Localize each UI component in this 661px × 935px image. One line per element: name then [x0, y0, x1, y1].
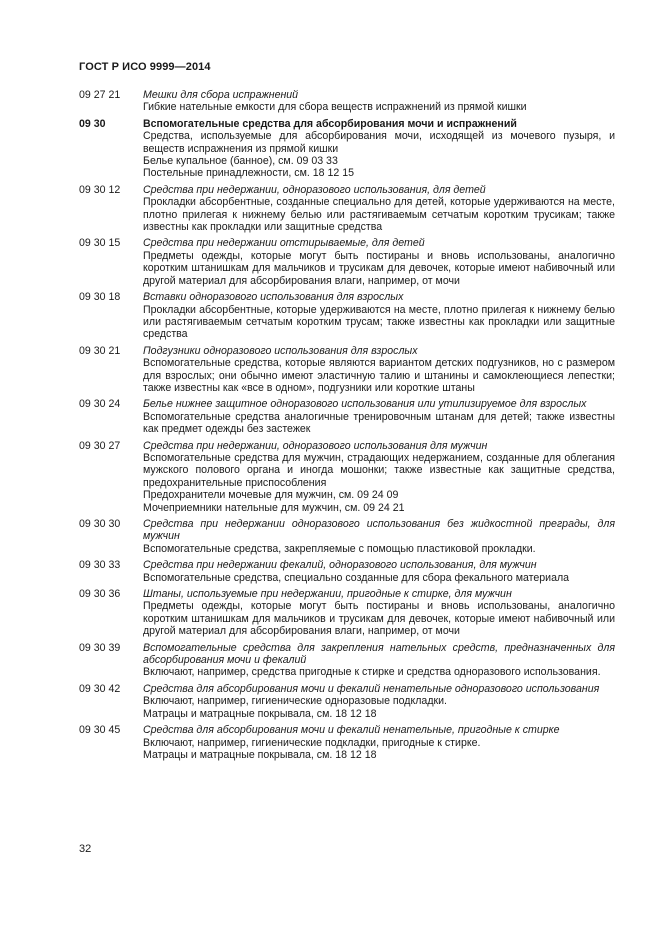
entry-title: Средства при недержании отстирываемые, для детей — [143, 237, 425, 250]
entry-description: Прокладки абсорбентные, которые удерживаются на месте, плотно прилегая к нижнему белью или растягиваемым сетчатым коротким трусам; также известны как прокладки или защитные средства — [143, 303, 615, 341]
list-item — [79, 518, 615, 555]
list-item — [79, 724, 615, 761]
entry-code: 09 30 27 — [79, 439, 121, 452]
list-item — [79, 118, 615, 180]
entry-description: Предметы одежды, которые могут быть постираны и вновь использованы, аналогично коротким штанишкам для мальчиков и трусикам для девочек, которые имеют набивочный или другой материал для абсорбирования влаги, например, от мочи — [143, 600, 615, 638]
list-item — [79, 398, 615, 435]
entry-title: Вспомогательные средства для закрепления нательных средств, предназначенных для абсорбирования мочи и фекалий — [143, 641, 615, 667]
entry-title: Вспомогательные средства для абсорбирования мочи и испражнений — [143, 117, 517, 130]
entry-title: Вставки одноразового использования для взрослых — [143, 291, 404, 304]
entry-description: Вспомогательные средства, которые являются вариантом детских подгузников, но с размером для взрослых; они обычно имеют эластичную талию и штанины и самоклеющиеся лепестки; также известны как «все в одном», подгузники или короткие штаны — [143, 357, 615, 394]
list-item — [79, 642, 615, 679]
list-item — [79, 184, 615, 234]
entry-reference: Матрацы и матрацные покрывала, см. 18 12 18 — [143, 707, 377, 720]
classification-list — [79, 89, 615, 765]
entry-description: Предметы одежды, которые могут быть постираны и вновь использованы, аналогично коротким штанишкам для мальчиков и трусикам для девочек, которые имеют набивочный или другой материал для абсорбирования влаги, например, от мочи — [143, 249, 615, 287]
list-item — [79, 345, 615, 395]
entry-title: Белье нижнее защитное одноразового использования или утилизируемое для взрослых — [143, 398, 587, 411]
entry-code: 09 30 39 — [79, 641, 121, 654]
list-item — [79, 89, 615, 114]
page-number: 32 — [79, 843, 92, 855]
entry-title: Средства при недержании, одноразового использования, для детей — [143, 183, 486, 196]
list-item — [79, 237, 615, 287]
entry-code: 09 30 36 — [79, 588, 121, 601]
entry-reference: Постельные принадлежности, см. 18 12 15 — [143, 167, 354, 180]
entry-code: 09 30 15 — [79, 237, 121, 250]
entry-reference: Матрацы и матрацные покрывала, см. 18 12 18 — [143, 748, 377, 761]
entry-code: 09 30 24 — [79, 398, 121, 411]
entry-reference: Предохранители мочевые для мужчин, см. 09 24 09 — [143, 489, 399, 502]
entry-description: Вспомогательные средства для мужчин, страдающих недержанием, созданные для облегания мужского полового органа и иногда мошонки; также известные как защитные средства, предохранительные приспособления — [143, 451, 615, 489]
entry-reference: Мочеприемники нательные для мужчин, см. 09 24 21 — [143, 501, 405, 514]
entry-title: Штаны, используемые при недержании, пригодные к стирке, для мужчин — [143, 588, 512, 601]
entry-code: 09 30 42 — [79, 682, 121, 695]
list-item — [79, 588, 615, 638]
list-item — [79, 291, 615, 341]
entry-title: Средства для абсорбирования мочи и фекалий ненательные, пригодные к стирке — [143, 724, 560, 737]
entry-title: Средства при недержании фекалий, одноразового использования, для мужчин — [143, 559, 537, 572]
entry-code: 09 30 33 — [79, 559, 121, 572]
entry-code: 09 30 21 — [79, 344, 121, 357]
entry-code: 09 30 45 — [79, 724, 121, 737]
list-item — [79, 440, 615, 514]
entry-description: Включают, например, гигиенические подкладки, пригодные к стирке. — [143, 736, 481, 749]
entry-title: Средства для абсорбирования мочи и фекалий ненательные одноразового использования — [143, 682, 600, 695]
document-header: ГОСТ Р ИСО 9999—2014 — [79, 61, 211, 73]
list-item — [79, 559, 615, 584]
entry-description: Включают, например, гигиенические одноразовые подкладки. — [143, 695, 447, 708]
entry-description: Включают, например, средства пригодные к стирке и средства одноразового использования. — [143, 666, 601, 679]
entry-description: Средства, используемые для абсорбирования мочи, исходящей из мочевого пузыря, и веществ испражнения из прямой кишки — [143, 130, 615, 155]
entry-code: 09 30 12 — [79, 183, 121, 196]
entry-description: Гибкие нательные емкости для сбора веществ испражнений из прямой кишки — [143, 101, 527, 114]
entry-title: Подгузники одноразового использования для взрослых — [143, 344, 418, 357]
entry-title: Средства при недержании одноразового использования без жидкостной преграды, для мужчин — [143, 518, 615, 543]
entry-code: 09 30 18 — [79, 291, 121, 304]
entry-title: Мешки для сбора испражнений — [143, 89, 299, 101]
entry-description: Прокладки абсорбентные, созданные специально для детей, которые удерживаются на месте, плотно прилегая к нижнему белью или растягиваемым сетчатым коротким трусикам; также известны как прокладки или защитные средства — [143, 196, 615, 234]
entry-description: Вспомогательные средства, специально созданные для сбора фекального материала — [143, 571, 570, 584]
entry-description: Вспомогательные средства аналогичные тренировочным штанам для детей; также известны как предмет одежды без застежек — [143, 410, 615, 436]
entry-code: 09 30 30 — [79, 518, 121, 530]
entry-reference: Белье купальное (банное), см. 09 03 33 — [143, 155, 338, 168]
list-item — [79, 683, 615, 720]
entry-code: 09 30 — [79, 117, 106, 130]
entry-code: 09 27 21 — [79, 89, 121, 101]
entry-title: Средства при недержании, одноразового использования для мужчин — [143, 439, 488, 452]
entry-description: Вспомогательные средства, закрепляемые с помощью пластиковой прокладки. — [143, 542, 536, 555]
